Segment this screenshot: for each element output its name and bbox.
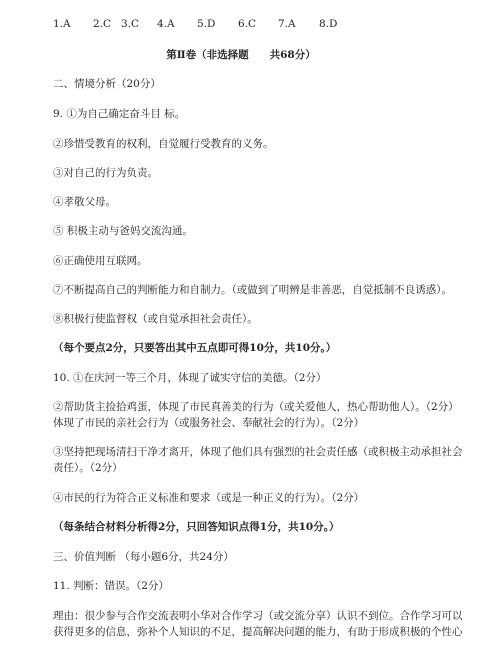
q9-point: 9. ①为自己确定奋斗目 标。: [53, 108, 186, 120]
part-title: 第Ⅱ卷（非选择题 共68分）: [166, 49, 316, 61]
q9-scoring-note: （每个要点2分，只要答出其中五点即可得10分，共10分。）: [53, 342, 337, 354]
answer-item: 2.C: [93, 18, 112, 30]
q10-point: 10. ①在庆河一等三个月，体现了诚实守信的美德。（2分）: [53, 372, 327, 384]
answer-item: 4.A: [157, 18, 175, 30]
answer-item: 3.C: [121, 18, 140, 30]
q9-point: ③对自己的行为负责。: [53, 167, 158, 179]
q9-point: ⑦不断提高自己的判断能力和自制力。（或做到了明辨是非善恶，自觉抵制不良诱惑）。: [53, 284, 452, 296]
answer-item: 8.D: [319, 18, 338, 30]
q11-reason-line: 获得更多的信息，弥补个人知识的不足，提高解决问题的能力，有助于形成积极的个性心: [53, 626, 463, 638]
q10-scoring-note: （每条结合材料分析得2分，只回答知识点得1分，共10分。）: [53, 521, 340, 533]
answer-item: 5.D: [197, 18, 216, 30]
q10-point: ③坚持把现场清扫干净才离开，体现了他们具有强烈的社会责任感（或积极主动承担社会: [53, 446, 463, 458]
q10-point: ②帮助货主捡拾鸡蛋，体现了市民真善美的行为（或关爱他人，热心帮助他人）。（2分）: [53, 401, 459, 413]
q10-point: 责任）。（2分）: [53, 462, 123, 474]
q11-reason-line: 理由：很少参与合作交流表明小华对合作学习（或交流分享）认识不到位。合作学习可以: [53, 610, 463, 622]
section-heading: 三、价值判断 （每小题6分，共24分）: [53, 551, 234, 563]
answer-item: 7.A: [278, 18, 296, 30]
q10-point: 体现了市民的亲社会行为（或服务社会、奉献社会的行为）。（2分）: [53, 417, 365, 429]
choice-answers-row: [53, 17, 337, 31]
q10-point: ④市民的行为符合正义标准和要求（或是一种正义的行为）。（2分）: [53, 492, 365, 504]
section-heading: 二、情境分析（20分）: [53, 78, 161, 90]
answer-item: 6.C: [238, 18, 257, 30]
q9-point: ④孝敬父母。: [53, 196, 116, 208]
q9-point: ⑥正确使用互联网。: [53, 255, 148, 267]
q9-point: ⑤ 积极主动与爸妈交流沟通。: [53, 225, 193, 237]
q9-point: ②珍惜受教育的权利，自觉履行受教育的义务。: [53, 138, 274, 150]
q9-point: ⑧积极行使监督权（或自觉承担社会责任）。: [53, 313, 258, 325]
q11-judgement: 11. 判断：错误。（2分）: [53, 580, 169, 592]
answer-item: 1.A: [53, 18, 71, 30]
